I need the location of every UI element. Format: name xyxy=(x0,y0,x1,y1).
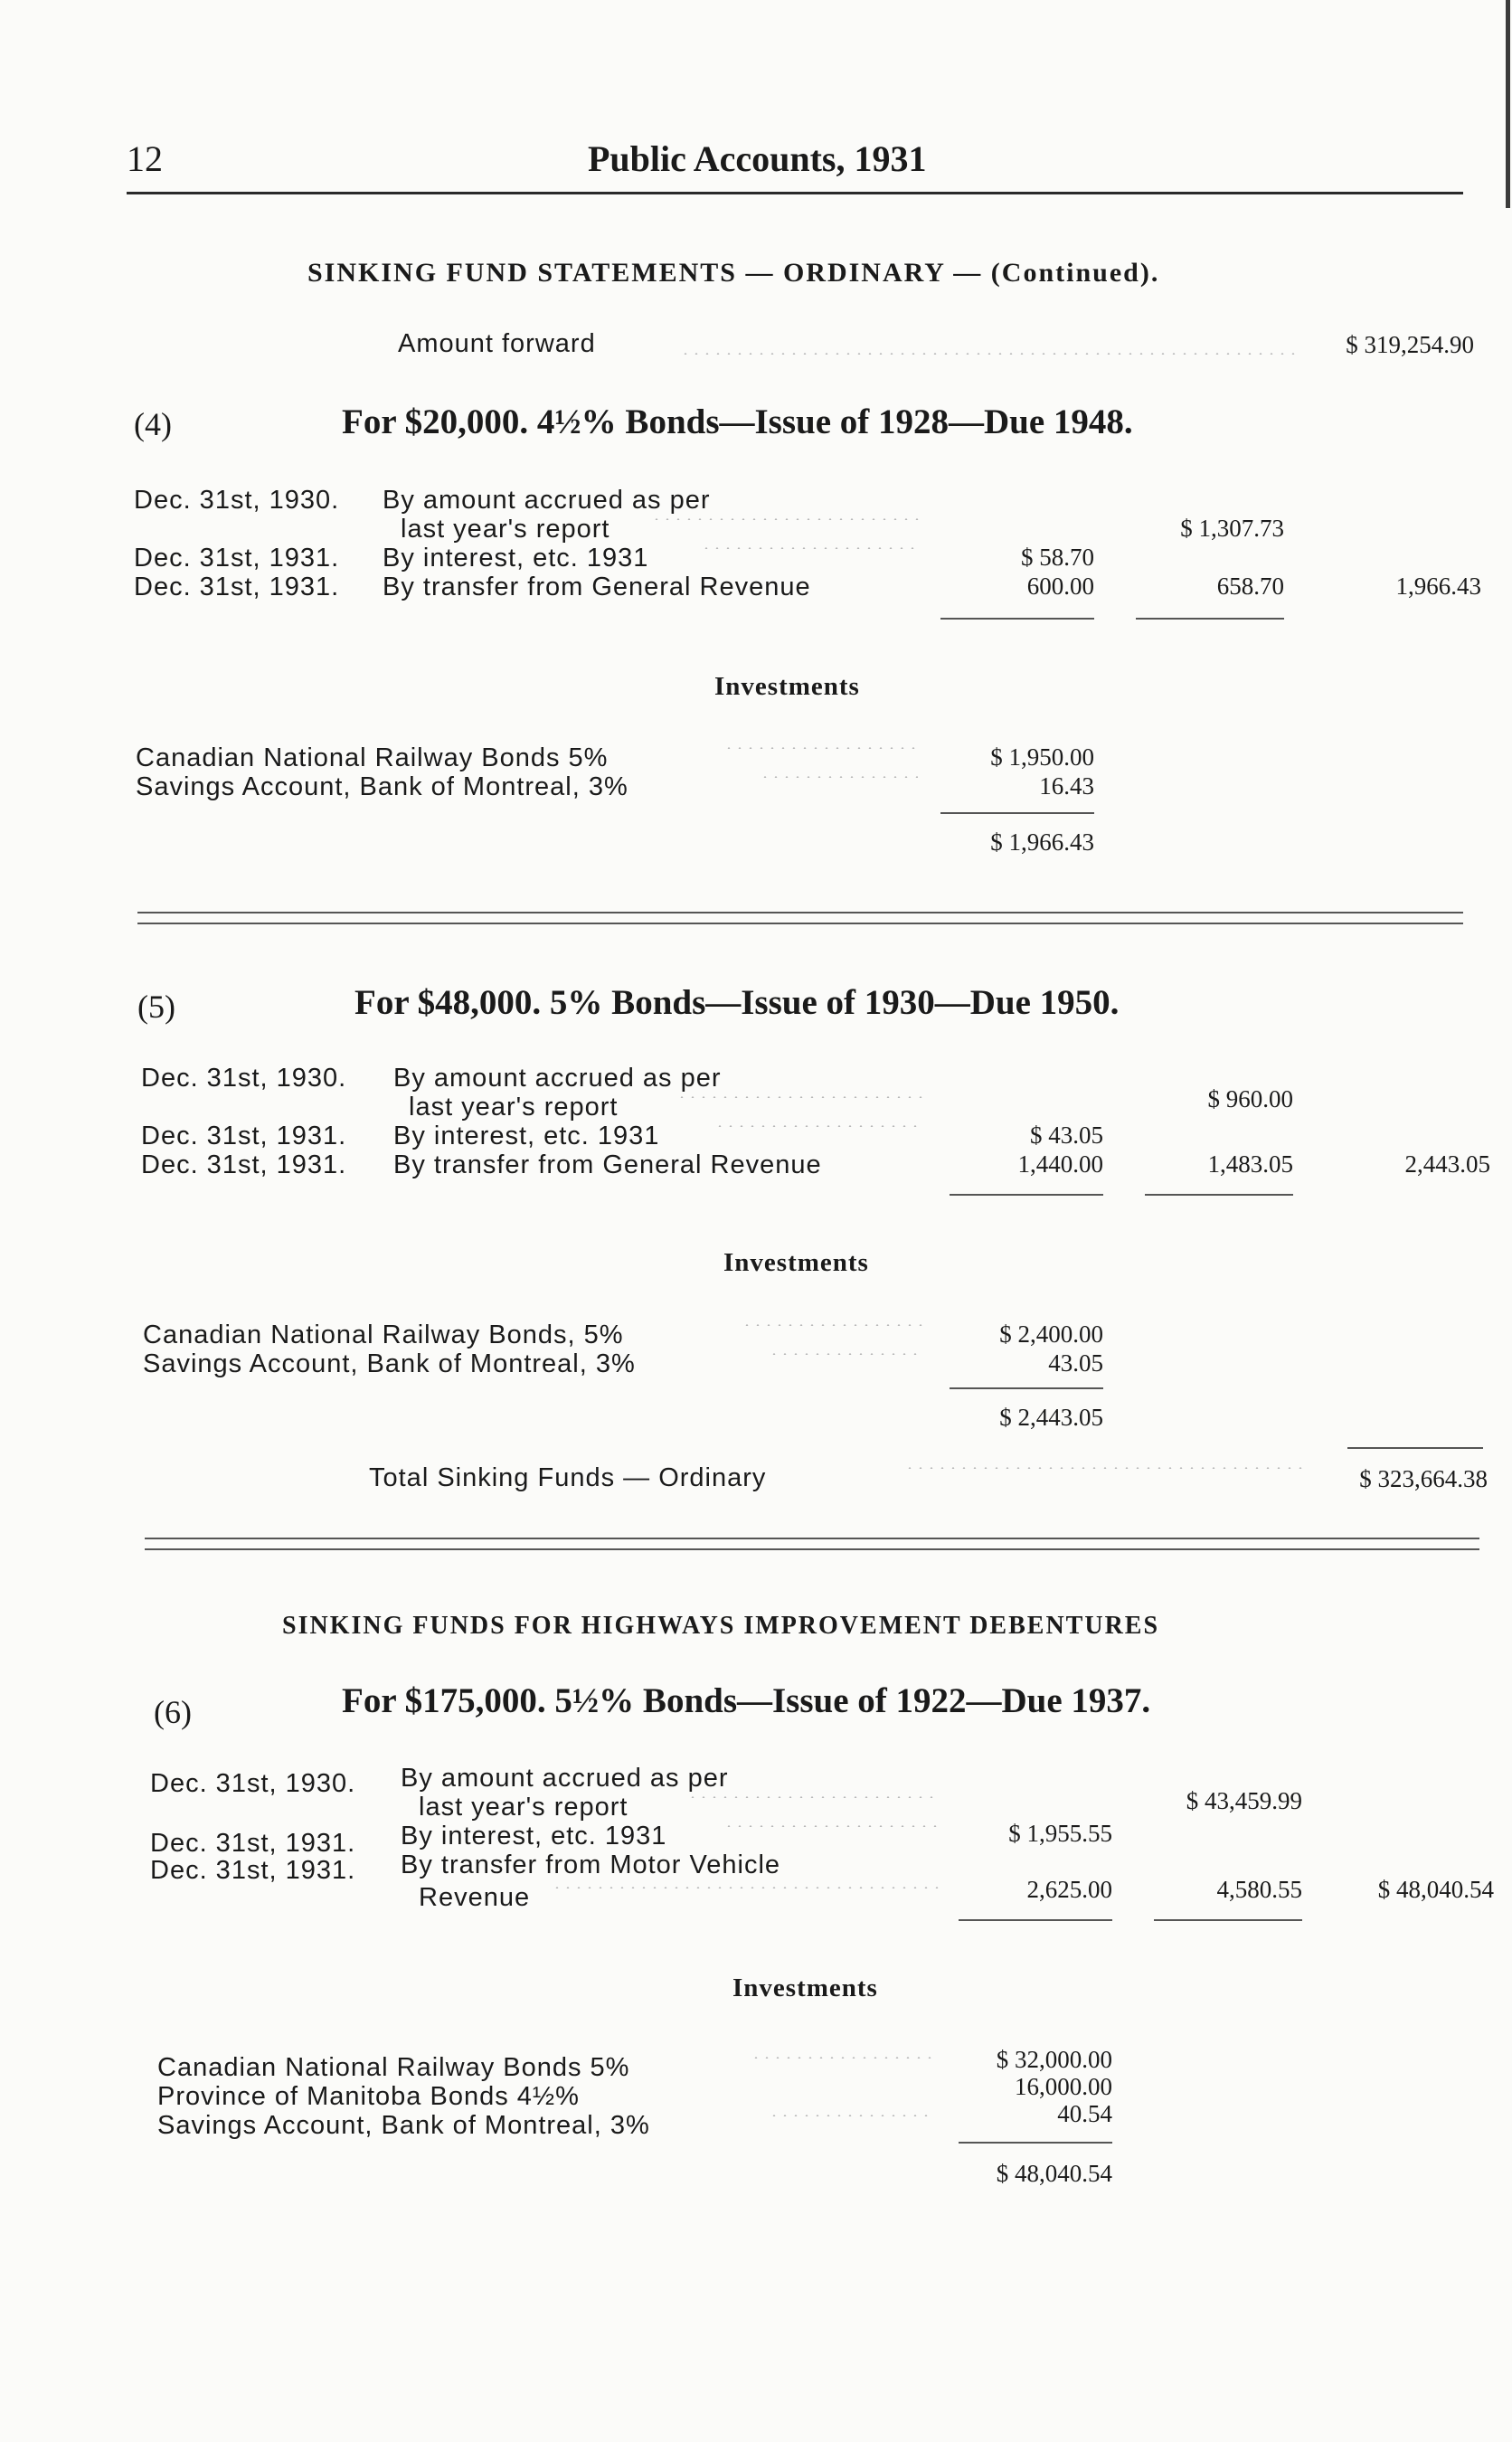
entry-desc: By transfer from General Revenue xyxy=(383,573,811,601)
entry-desc: last year's report xyxy=(401,515,610,544)
investments-heading: Investments xyxy=(714,672,860,701)
sum-rule xyxy=(959,1919,1112,1921)
investments-heading: Investments xyxy=(732,1973,878,2002)
investment-desc: Savings Account, Bank of Montreal, 3% xyxy=(136,772,628,801)
section-number: (4) xyxy=(134,406,172,442)
entry-date: Dec. 31st, 1931. xyxy=(134,544,340,573)
leader-dots xyxy=(723,1825,940,1827)
leader-dots xyxy=(552,1887,940,1888)
entry-desc: By transfer from General Revenue xyxy=(393,1150,822,1179)
leader-dots xyxy=(723,747,918,749)
investment-value: 16,000.00 xyxy=(1015,2073,1112,2100)
section-title: For $175,000. 5½% Bonds—Issue of 1922—Due 1937. xyxy=(342,1681,1151,1720)
leader-dots xyxy=(687,1796,940,1798)
section-number: (6) xyxy=(154,1694,192,1730)
entry-col1: 1,440.00 xyxy=(1017,1150,1103,1178)
entry-col1: 600.00 xyxy=(1026,573,1094,600)
entry-desc: Revenue xyxy=(419,1883,531,1912)
section-number: (5) xyxy=(137,989,175,1025)
section-title: For $48,000. 5% Bonds—Issue of 1930—Due 1950. xyxy=(354,983,1120,1022)
section-divider xyxy=(137,912,1463,913)
section-divider xyxy=(145,1548,1479,1550)
entry-desc: By interest, etc. 1931 xyxy=(383,544,649,573)
entry-col3: 1,966.43 xyxy=(1395,573,1481,600)
entry-date: Dec. 31st, 1931. xyxy=(134,573,340,601)
section-divider xyxy=(137,923,1463,924)
investment-value: $ 2,400.00 xyxy=(999,1320,1103,1348)
entry-desc: By amount accrued as per xyxy=(383,486,711,515)
entry-desc: By amount accrued as per xyxy=(401,1764,729,1793)
entry-date: Dec. 31st, 1930. xyxy=(150,1769,356,1798)
entry-date: Dec. 31st, 1930. xyxy=(134,486,340,515)
entry-date: Dec. 31st, 1931. xyxy=(141,1122,347,1150)
entry-col2: $ 43,459.99 xyxy=(1186,1787,1302,1814)
page-title: Public Accounts, 1931 xyxy=(588,138,927,179)
entry-col2: $ 1,307.73 xyxy=(1180,515,1284,542)
investments-total: $ 2,443.05 xyxy=(999,1404,1103,1431)
investment-desc: Canadian National Railway Bonds 5% xyxy=(136,743,609,772)
entry-col3: 2,443.05 xyxy=(1404,1150,1490,1178)
entry-col1: $ 58.70 xyxy=(1021,544,1094,571)
leader-dots xyxy=(769,2115,931,2116)
sum-rule xyxy=(950,1387,1103,1389)
investment-value: 43.05 xyxy=(1048,1349,1103,1377)
total-ordinary-value: $ 323,664.38 xyxy=(1359,1465,1488,1492)
investment-desc: Canadian National Railway Bonds 5% xyxy=(157,2053,630,2082)
entry-col1: $ 1,955.55 xyxy=(1008,1820,1112,1847)
investments-total: $ 48,040.54 xyxy=(996,2160,1112,2187)
entry-desc: last year's report xyxy=(409,1093,619,1122)
entry-date: Dec. 31st, 1931. xyxy=(141,1150,347,1179)
investment-value: 16.43 xyxy=(1039,772,1094,800)
investment-desc: Savings Account, Bank of Montreal, 3% xyxy=(157,2111,650,2140)
investment-desc: Savings Account, Bank of Montreal, 3% xyxy=(143,1349,636,1378)
entry-desc: last year's report xyxy=(419,1793,628,1822)
header-rule xyxy=(127,192,1463,194)
sum-rule xyxy=(940,812,1094,814)
entry-desc: By interest, etc. 1931 xyxy=(393,1122,660,1150)
sum-rule xyxy=(1145,1194,1293,1196)
sinking-fund-heading: SINKING FUND STATEMENTS — ORDINARY — (Continued). xyxy=(307,258,1160,288)
highways-heading: SINKING FUNDS FOR HIGHWAYS IMPROVEMENT DEBENTURES xyxy=(282,1612,1160,1640)
investment-desc: Province of Manitoba Bonds 4½% xyxy=(157,2082,580,2111)
entry-date: Dec. 31st, 1931. xyxy=(150,1829,356,1858)
entry-col2: 658.70 xyxy=(1216,573,1284,600)
entry-desc: By amount accrued as per xyxy=(393,1064,722,1093)
investments-heading: Investments xyxy=(723,1248,869,1277)
entry-date: Dec. 31st, 1930. xyxy=(141,1064,347,1093)
investment-desc: Canadian National Railway Bonds, 5% xyxy=(143,1320,624,1349)
sum-rule xyxy=(1347,1447,1483,1449)
sum-rule xyxy=(940,618,1094,620)
investment-value: $ 1,950.00 xyxy=(990,743,1094,771)
entry-col2: 4,580.55 xyxy=(1216,1876,1302,1903)
sum-rule xyxy=(959,2142,1112,2144)
entry-date: Dec. 31st, 1931. xyxy=(150,1856,356,1885)
entry-col1: 2,625.00 xyxy=(1026,1876,1112,1903)
leader-dots xyxy=(769,1353,922,1355)
investment-value: 40.54 xyxy=(1057,2100,1112,2127)
leader-dots xyxy=(680,353,1295,355)
entry-col2: $ 960.00 xyxy=(1207,1085,1293,1112)
section-divider xyxy=(145,1538,1479,1539)
leader-dots xyxy=(701,547,918,549)
entry-col1: $ 43.05 xyxy=(1030,1122,1103,1149)
entry-desc: By interest, etc. 1931 xyxy=(401,1822,667,1850)
entry-col2: 1,483.05 xyxy=(1207,1150,1293,1178)
sum-rule xyxy=(1154,1919,1302,1921)
leader-dots xyxy=(904,1467,1302,1469)
investment-value: $ 32,000.00 xyxy=(996,2046,1112,2073)
entry-col3: $ 48,040.54 xyxy=(1377,1876,1494,1903)
sum-rule xyxy=(1136,618,1284,620)
scan-edge xyxy=(1506,0,1510,208)
amount-forward-value: $ 319,254.90 xyxy=(1346,331,1474,358)
leader-dots xyxy=(751,2057,931,2059)
section-title: For $20,000. 4½% Bonds—Issue of 1928—Due 1948. xyxy=(342,402,1133,441)
leader-dots xyxy=(714,1125,922,1127)
amount-forward-label: Amount forward xyxy=(398,329,596,358)
leader-dots xyxy=(760,776,918,778)
investments-total: $ 1,966.43 xyxy=(990,828,1094,856)
page-number: 12 xyxy=(127,138,163,179)
sum-rule xyxy=(950,1194,1103,1196)
leader-dots xyxy=(651,518,922,520)
entry-desc: By transfer from Motor Vehicle xyxy=(401,1850,781,1879)
leader-dots xyxy=(676,1096,922,1098)
leader-dots xyxy=(742,1324,922,1326)
total-ordinary-label: Total Sinking Funds — Ordinary xyxy=(369,1463,767,1492)
